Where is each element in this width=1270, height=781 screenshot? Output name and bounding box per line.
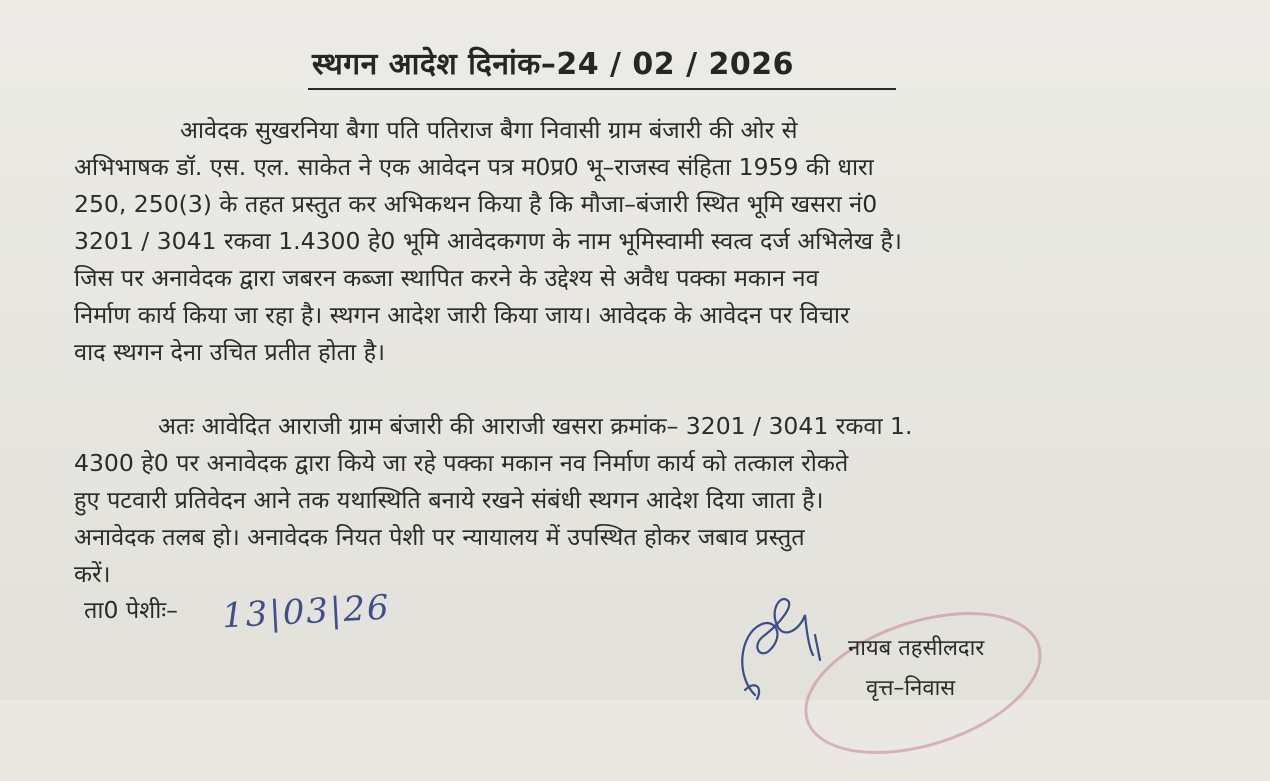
title-underline bbox=[308, 88, 896, 90]
paragraph-2-line: अनावेदक तलब हो। अनावेदक नियत पेशी पर न्यायालय में उपस्थित होकर जबाव प्रस्तुत bbox=[74, 523, 805, 551]
hearing-date-label: ता0 पेशीः– bbox=[84, 596, 178, 624]
paragraph-2-line: हुए पटवारी प्रतिवेदन आने तक यथास्थिति बनाये रखने संबंधी स्थगन आदेश दिया जाता है। bbox=[74, 486, 824, 514]
signatory-designation: नायब तहसीलदार bbox=[848, 636, 985, 661]
document-title: स्थगन आदेश दिनांक–24 / 02 / 2026 bbox=[312, 47, 795, 82]
paragraph-1-line: निर्माण कार्य किया जा रहा है। स्थगन आदेश जारी किया जाय। आवेदक के आवेदन पर विचार bbox=[74, 301, 850, 329]
paragraph-1-line: अभिभाषक डॉ. एस. एल. साकेत ने एक आवेदन पत्र म0प्र0 भू–राजस्व संहिता 1959 की धारा bbox=[74, 153, 874, 181]
paragraph-2 bbox=[74, 408, 1128, 593]
signature-icon bbox=[715, 595, 835, 700]
paragraph-1 bbox=[74, 112, 1128, 371]
hearing-date-handwritten: 13|03|26 bbox=[221, 587, 392, 637]
paragraph-1-line: 3201 / 3041 रकवा 1.4300 हे0 भूमि आवेदकगण के नाम भूमिस्वामी स्वत्व दर्ज अभिलेख है। bbox=[74, 227, 902, 255]
paragraph-2-line: 4300 हे0 पर अनावेदक द्वारा किये जा रहे पक्का मकान नव निर्माण कार्य को तत्काल रोकते bbox=[74, 449, 849, 477]
paragraph-1-line: 250, 250(3) के तहत प्रस्तुत कर अभिकथन किया है कि मौजा–बंजारी स्थित भूमि खसरा नं0 bbox=[74, 190, 878, 218]
paragraph-1-line: वाद स्थगन देना उचित प्रतीत होता है। bbox=[74, 338, 385, 366]
paragraph-1-line: जिस पर अनावेदक द्वारा जबरन कब्जा स्थापित करने के उद्देश्य से अवैध पक्का मकान नव bbox=[74, 264, 819, 292]
paragraph-1-line: आवेदक सुखरनिया बैगा पति पतिराज बैगा निवासी ग्राम बंजारी की ओर से bbox=[180, 116, 798, 144]
paragraph-2-line: करें। bbox=[74, 560, 111, 588]
paragraph-2-line: अतः आवेदित आराजी ग्राम बंजारी की आराजी खसरा क्रमांक– 3201 / 3041 रकवा 1. bbox=[158, 412, 913, 440]
signatory-office: वृत्त–निवास bbox=[866, 676, 956, 701]
